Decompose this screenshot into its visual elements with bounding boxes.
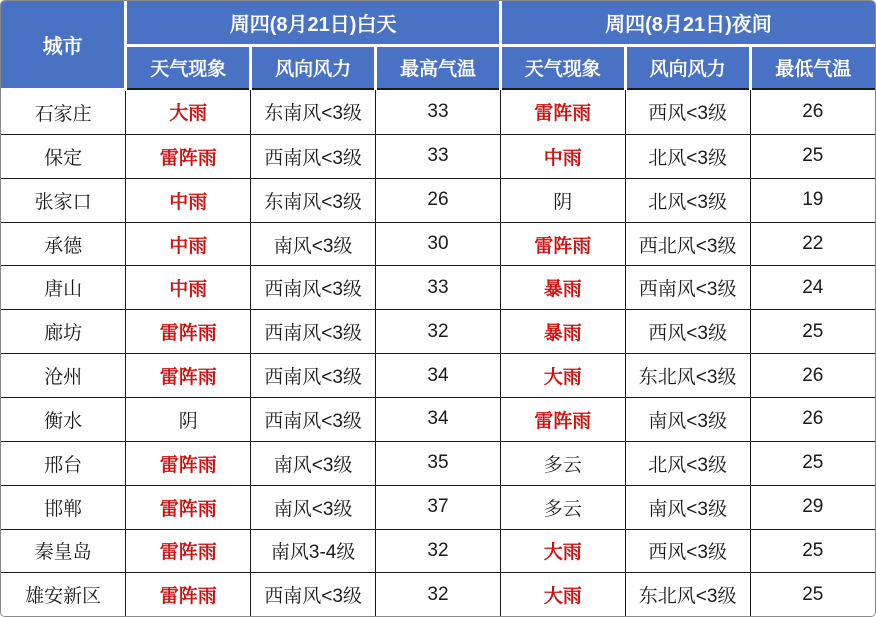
cell-night-mintemp: 26 [750,354,875,398]
cell-night-weather: 雷阵雨 [500,89,625,134]
cell-day-weather: 雷阵雨 [126,134,251,178]
cell-night-wind: 西北风<3级 [625,222,750,266]
cell-night-wind: 西南风<3级 [625,266,750,310]
cell-day-maxtemp: 32 [376,529,501,573]
table-row [1,573,875,616]
cell-day-wind: 东南风<3级 [251,178,376,222]
cell-night-mintemp: 22 [750,222,875,266]
cell-night-weather: 多云 [500,441,625,485]
header-night-weather: 天气现象 [500,45,625,89]
cell-night-weather: 暴雨 [500,310,625,354]
cell-day-weather: 雷阵雨 [126,485,251,529]
cell-day-maxtemp: 34 [376,397,501,441]
cell-city: 保定 [1,134,126,178]
cell-day-weather: 中雨 [126,222,251,266]
cell-night-mintemp: 26 [750,397,875,441]
cell-day-wind: 南风<3级 [251,485,376,529]
cell-night-wind: 北风<3级 [625,441,750,485]
header-city: 城市 [1,1,126,89]
cell-night-wind: 南风<3级 [625,397,750,441]
cell-day-weather: 阴 [126,397,251,441]
cell-city: 衡水 [1,397,126,441]
table-row [1,266,875,310]
table-row [1,134,875,178]
cell-city: 廊坊 [1,310,126,354]
cell-city: 邢台 [1,441,126,485]
cell-night-wind: 东北风<3级 [625,573,750,616]
table-row [1,310,875,354]
cell-city: 秦皇岛 [1,529,126,573]
cell-night-weather: 雷阵雨 [500,222,625,266]
cell-day-maxtemp: 32 [376,310,501,354]
cell-day-wind: 南风<3级 [251,441,376,485]
cell-night-mintemp: 25 [750,573,875,616]
header-day-group: 周四(8月21日)白天 [126,1,501,45]
cell-day-wind: 西南风<3级 [251,354,376,398]
cell-day-wind: 西南风<3级 [251,266,376,310]
cell-night-wind: 西风<3级 [625,310,750,354]
cell-night-wind: 南风<3级 [625,485,750,529]
cell-night-weather: 大雨 [500,573,625,616]
cell-day-maxtemp: 34 [376,354,501,398]
header-day-wind: 风向风力 [251,45,376,89]
cell-night-weather: 暴雨 [500,266,625,310]
cell-day-weather: 雷阵雨 [126,529,251,573]
cell-night-mintemp: 26 [750,89,875,134]
table-header [1,1,875,89]
cell-day-wind: 西南风<3级 [251,134,376,178]
cell-day-maxtemp: 33 [376,89,501,134]
header-day-weather: 天气现象 [126,45,251,89]
cell-night-mintemp: 19 [750,178,875,222]
header-night-group: 周四(8月21日)夜间 [500,1,875,45]
cell-night-weather: 阴 [500,178,625,222]
cell-day-weather: 中雨 [126,266,251,310]
header-night-wind: 风向风力 [625,45,750,89]
cell-city: 雄安新区 [1,573,126,616]
cell-night-weather: 雷阵雨 [500,397,625,441]
cell-city: 唐山 [1,266,126,310]
cell-day-wind: 西南风<3级 [251,573,376,616]
cell-night-mintemp: 25 [750,310,875,354]
cell-night-mintemp: 25 [750,529,875,573]
cell-city: 邯郸 [1,485,126,529]
cell-city: 承德 [1,222,126,266]
header-night-mintemp: 最低气温 [750,45,875,89]
cell-day-maxtemp: 33 [376,134,501,178]
cell-night-weather: 大雨 [500,354,625,398]
cell-night-weather: 多云 [500,485,625,529]
cell-day-maxtemp: 37 [376,485,501,529]
header-day-maxtemp: 最高气温 [376,45,501,89]
cell-night-wind: 北风<3级 [625,134,750,178]
table-row [1,485,875,529]
cell-day-weather: 雷阵雨 [126,354,251,398]
cell-day-weather: 中雨 [126,178,251,222]
cell-day-maxtemp: 33 [376,266,501,310]
cell-night-wind: 东北风<3级 [625,354,750,398]
cell-day-wind: 西南风<3级 [251,310,376,354]
cell-day-wind: 东南风<3级 [251,89,376,134]
cell-city: 沧州 [1,354,126,398]
table-row [1,529,875,573]
table-row [1,89,875,134]
cell-day-weather: 雷阵雨 [126,441,251,485]
cell-night-wind: 北风<3级 [625,178,750,222]
cell-night-mintemp: 25 [750,134,875,178]
cell-night-mintemp: 24 [750,266,875,310]
cell-night-wind: 西风<3级 [625,89,750,134]
cell-night-mintemp: 29 [750,485,875,529]
cell-night-wind: 西风<3级 [625,529,750,573]
cell-day-weather: 雷阵雨 [126,573,251,616]
table-row [1,354,875,398]
table-row [1,178,875,222]
header-row-groups [1,1,875,45]
cell-day-weather: 大雨 [126,89,251,134]
cell-day-maxtemp: 30 [376,222,501,266]
cell-day-wind: 南风3-4级 [251,529,376,573]
header-row-sub [1,45,875,89]
cell-city: 石家庄 [1,89,126,134]
cell-day-weather: 雷阵雨 [126,310,251,354]
cell-day-wind: 南风<3级 [251,222,376,266]
table-row [1,222,875,266]
cell-night-mintemp: 25 [750,441,875,485]
cell-night-weather: 中雨 [500,134,625,178]
table-row [1,397,875,441]
weather-table [1,1,875,616]
table-row [1,441,875,485]
cell-day-wind: 西南风<3级 [251,397,376,441]
cell-city: 张家口 [1,178,126,222]
cell-day-maxtemp: 26 [376,178,501,222]
cell-day-maxtemp: 32 [376,573,501,616]
table-body [1,89,875,616]
cell-day-maxtemp: 35 [376,441,501,485]
cell-night-weather: 大雨 [500,529,625,573]
